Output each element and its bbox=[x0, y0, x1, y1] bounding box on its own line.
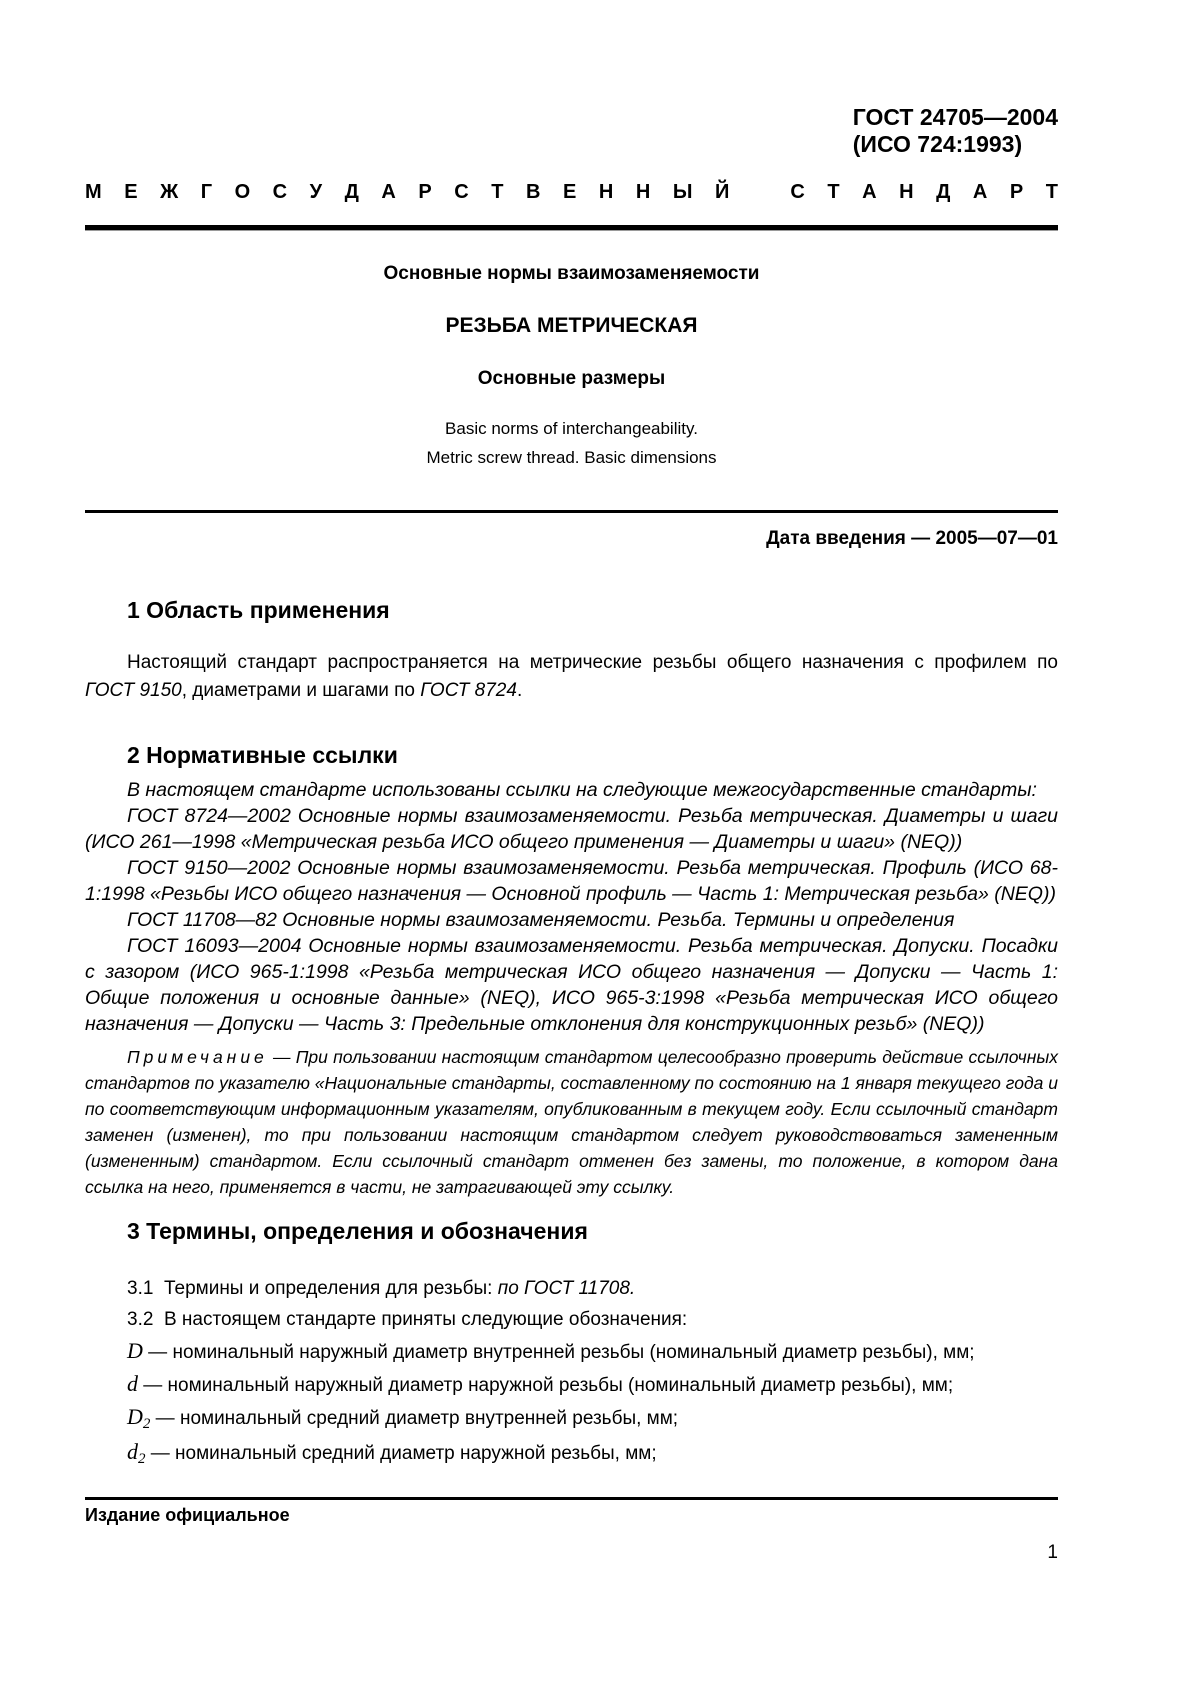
references-intro-paragraph: В настоящем стандарте использованы ссылки на следующие межгосударственные стандарты: bbox=[127, 779, 1037, 801]
definition-D: D — номинальный наружный диаметр внутренней резьбы (номинальный диаметр резьбы), мм; bbox=[127, 1337, 975, 1363]
definition-D2: $D_2$ — номинальный средний диаметр внутренней резьбы, мм; bbox=[127, 1403, 679, 1432]
title-divider bbox=[85, 510, 1058, 513]
iso-number: (ИСО 724:1993) bbox=[852, 131, 1023, 157]
series-title: Основные нормы взаимозаменяемости bbox=[383, 263, 760, 284]
english-title-line2: Metric screw thread. Basic dimensions bbox=[426, 448, 717, 467]
definition-d: d — номинальный наружный диаметр наружной резьбы (номинальный диаметр резьбы), мм; bbox=[127, 1370, 954, 1396]
section-1-paragraph: Настоящий стандарт распространяется на метрические резьбы общего назначения с профилем по ГОСТ 9150, диаметрами и шагами по ГОСТ 8724. bbox=[85, 652, 1058, 701]
footer-divider bbox=[85, 1497, 1058, 1500]
reference-gost-11708: ГОСТ 11708—82 Основные нормы взаимозаменяемости. Резьба. Термины и определения bbox=[127, 909, 955, 931]
doc-number-block bbox=[853, 104, 1058, 158]
item-3-1: 3.1 Термины и определения для резьбы: по ГОСТ 11708. bbox=[127, 1277, 636, 1299]
section-2-heading: 2 Нормативные ссылки bbox=[127, 742, 398, 768]
reference-gost-9150: ГОСТ 9150—2002 Основные нормы взаимозаменяемости. Резьба метрическая. Профиль (ИСО 68-1:1998 «Резьбы ИСО общего назначения — Основной профиль — Часть 1: Метрическая резьба» (NEQ)) bbox=[85, 857, 1058, 905]
section-1-heading: 1 Область применения bbox=[127, 597, 390, 623]
page-number: 1 bbox=[1047, 1542, 1058, 1563]
page-footer bbox=[85, 1497, 1058, 1564]
terms-and-designations bbox=[85, 1273, 1058, 1471]
interstate-standard-banner: М Е Ж Г О С У Д А Р С Т В Е Н Н Ы Й С Т А Н Д А Р Т bbox=[85, 181, 1058, 203]
subtitle: Основные размеры bbox=[477, 368, 666, 389]
gost-number: ГОСТ 24705—2004 bbox=[852, 104, 1058, 130]
reference-gost-16093: ГОСТ 16093—2004 Основные нормы взаимозаменяемости. Резьба метрическая. Допуски. Посадки с зазором (ИСО 965-1:1998 «Резьба метрическая ИСО общего назначения — Допуски — Часть 1: Общие положения и основные данные» (NEQ), ИСО 965-3:1998 «Резьба метрическая ИСО общего назначения — Допуски — Часть 3: Предельные отклонения для конструкционных резьб» (NEQ)) bbox=[85, 935, 1058, 1035]
section-3-heading: 3 Термины, определения и обозначения bbox=[127, 1217, 588, 1244]
english-title-line1: Basic norms of interchangeability. bbox=[445, 419, 698, 438]
effective-date: Дата введения — 2005—07—01 bbox=[766, 528, 1058, 549]
header-divider bbox=[85, 225, 1058, 231]
normative-references bbox=[85, 777, 1058, 1037]
main-title: РЕЗЬБА МЕТРИЧЕСКАЯ bbox=[445, 314, 698, 337]
reference-gost-8724: ГОСТ 8724—2002 Основные нормы взаимозаменяемости. Резьба метрическая. Диаметры и шаги (ИСО 261—1998 «Метрическая резьба ИСО общего применения — Диаметры и шаги» (NEQ)) bbox=[85, 805, 1058, 853]
official-edition-label: Издание официальное bbox=[85, 1505, 290, 1525]
item-3-2: 3.2 В настоящем стандарте приняты следующие обозначения: bbox=[127, 1308, 688, 1330]
definition-d2: $d_2$ — номинальный средний диаметр наружной резьбы, мм; bbox=[127, 1438, 657, 1467]
note-paragraph: Примечание — При пользовании настоящим стандартом целесообразно проверить действие ссылочных стандартов по указателю «Национальные стандарты, составленному по состоянию на 1 января текущего года и по соответствующим информационным указателям, опубликованным в текущем году. Если ссылочный стандарт заменен (изменен), то при пользовании настоящим стандартом следует руководствоваться замененным (измененным) стандартом. Если ссылочный стандарт отменен без замены, то положение, в котором дана ссылка на него, применяется в части, не затрагивающей эту ссылку. bbox=[85, 1047, 1058, 1197]
